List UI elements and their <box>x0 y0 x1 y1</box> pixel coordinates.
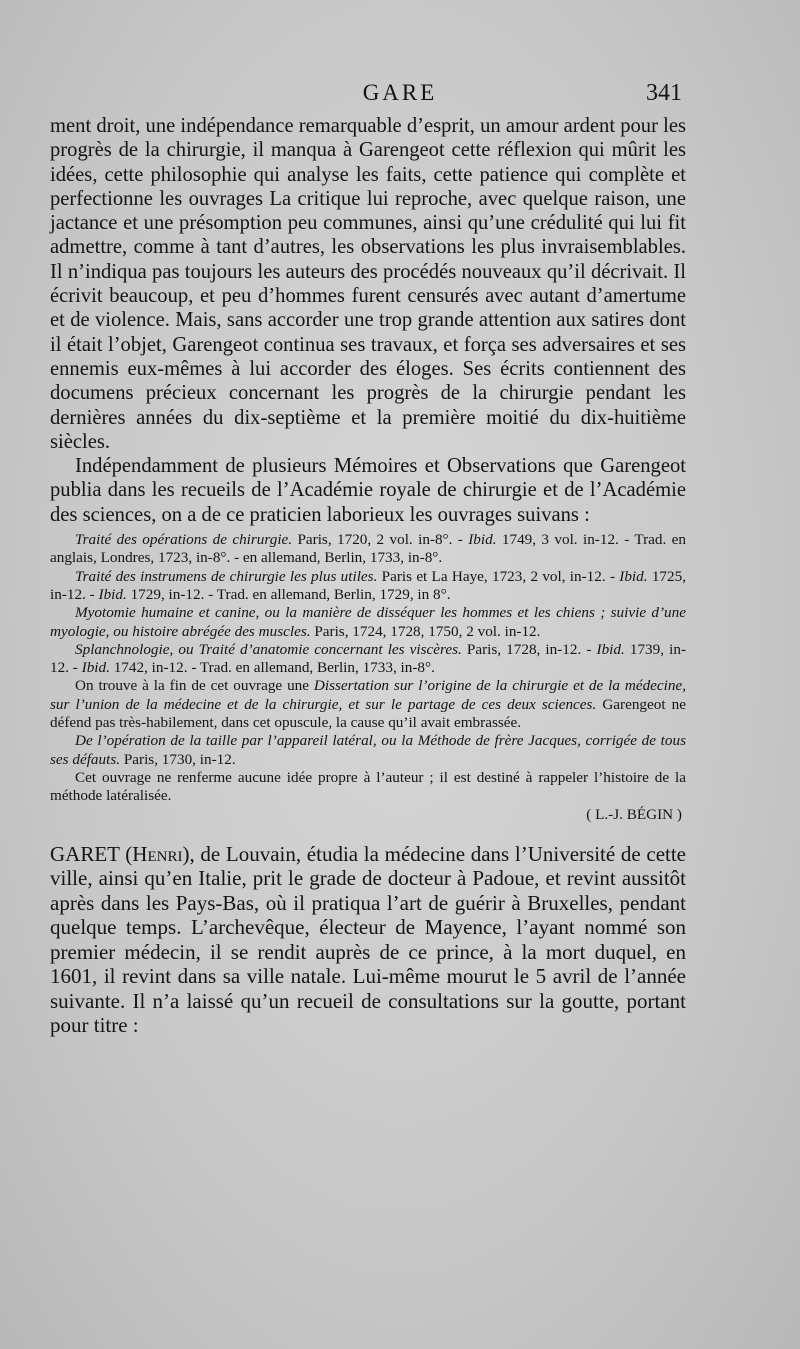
work-title: Traité des opérations de chirurgie. <box>75 531 293 549</box>
page-content <box>50 114 686 1059</box>
bibliography-entry: Traité des opérations de chirurgie. Paris, 1720, 2 vol. in-8°. - Ibid. 1749, 3 vol. in-12. - Trad. en anglais, Londres, 1723, in-8°. - en allemand, Berlin, 1733, in-8°. <box>50 531 686 567</box>
work-title: Myotomie humaine et canine, ou la manière de disséquer les hommes et les chiens ; suivie d’une myologie, ou histoire abrégée des muscles. <box>50 604 686 640</box>
signature-line <box>50 806 686 824</box>
bibliography-entry: Splanchnologie, ou Traité d’anatomie concernant les viscères. Paris, 1728, in-12. - Ibid. 1739, in-12. - Ibid. 1742, in-12. - Trad. en allemand, Berlin, 1733, in-8°. <box>50 640 686 677</box>
bibliography-note: On trouve à la fin de cet ouvrage une Dissertation sur l’origine de la chirurgie et de la médecine, sur l’union de la médecine et de la chirurgie, et sur le partage de ces deux sciences. Garengeot ne défend pas très-habilement, dans cet opuscule, la cause qu’il avait embrassée. <box>50 677 687 732</box>
bibliography-note: Cet ouvrage ne renferme aucune idée propre à l’auteur ; il est destiné à rappeler l’histoire de la méthode latéralisée. <box>50 768 686 805</box>
paragraph-garengeot-critique: ment droit, une indépendance remarquable d’esprit, un amour ardent pour les progrès de la chirurgie, il manqua à Garengeot cette réflexion qui mûrit les idées, cette philosophie qui analyse les faits, cette patience qui complète et perfectionne les ouvrages La critique lui reproche, avec quelque raison, une jactance et une présomption peu communes, ainsi qu’une crédulité qui lui fit admettre, comme à tant d’autres, les observations les plus invraisemblables. Il n’indiqua pas toujours les auteurs des procédés nouveaux qu’il décrivait. Il écrivit beaucoup, et peu d’hommes furent censurés avec autant d’amertume et de violence. Mais, sans accorder une trop grande attention aux satires dont il était l’objet, Garengeot continua ses travaux, et força ses adversaires et ses ennemis eux-mêmes à lui accorder des éloges. Ses écrits contiennent des documens précieux concernant les progrès de la chirurgie pendant les dernières années du dix-septième et la première moitié du dix-huitième siècles. <box>50 115 686 453</box>
page-number: 341 <box>646 80 682 106</box>
running-head: GARE <box>362 80 438 105</box>
bibliography <box>50 531 686 824</box>
bibliography-entry: De l’opération de la taille par l’appareil latéral, ou la Méthode de frère Jacques, corrigée de tous ses défauts. Paris, 1730, in-12. <box>50 732 686 768</box>
entry-heading: GARET ( <box>50 841 133 866</box>
page-header <box>0 80 800 110</box>
work-title: Traité des instrumens de chirurgie les plus utiles. <box>75 567 378 585</box>
work-title: De l’opération de la taille par l’appareil latéral, ou la Méthode de frère Jacques, corrigée de tous ses défauts. <box>50 732 686 768</box>
paragraph-works-intro: Indépendamment de plusieurs Mémoires et Observations que Garengeot publia dans les recueils de l’Académie royale de chirurgie et de l’Académie des sciences, on a de ce praticien laborieux les ouvrages suivans : <box>50 455 686 526</box>
author-signature: ( L.-J. BÉGIN ) <box>586 805 682 823</box>
work-title: Splanchnologie, ou Traité d’anatomie concernant les viscères. <box>75 640 462 658</box>
bibliography-entry: Myotomie humaine et canine, ou la manière de disséquer les hommes et les chiens ; suivie d’une myologie, ou histoire abrégée des muscles. Paris, 1724, 1728, 1750, 2 vol. in-12. <box>50 604 686 640</box>
bibliography-entry: Traité des instrumens de chirurgie les plus utiles. Paris et La Haye, 1723, 2 vol, in-12. - Ibid. 1725, in-12. - Ibid. 1729, in-12. - Trad. en allemand, Berlin, 1729, in 8°. <box>50 567 687 603</box>
entry-garet: GARET (Henri), de Louvain, étudia la médecine dans l’Université de cette ville, ainsi qu’en Italie, prit le grade de docteur à Padoue, et revint aussitôt après dans les Pays-Bas, où il pratiqua l’art de guérir à Bruxelles, pendant quelque temps. L’archevêque, électeur de Mayence, l’ayant nommé son premier médecin, il se rendit auprès de ce prince, à la mort duquel, en 1601, il revint dans sa ville natale. Lui-même mourut le 5 avril de l’année suivante. Il n’a laissé qu’un recueil de consultations sur la goutte, portant pour titre : <box>50 841 687 1038</box>
